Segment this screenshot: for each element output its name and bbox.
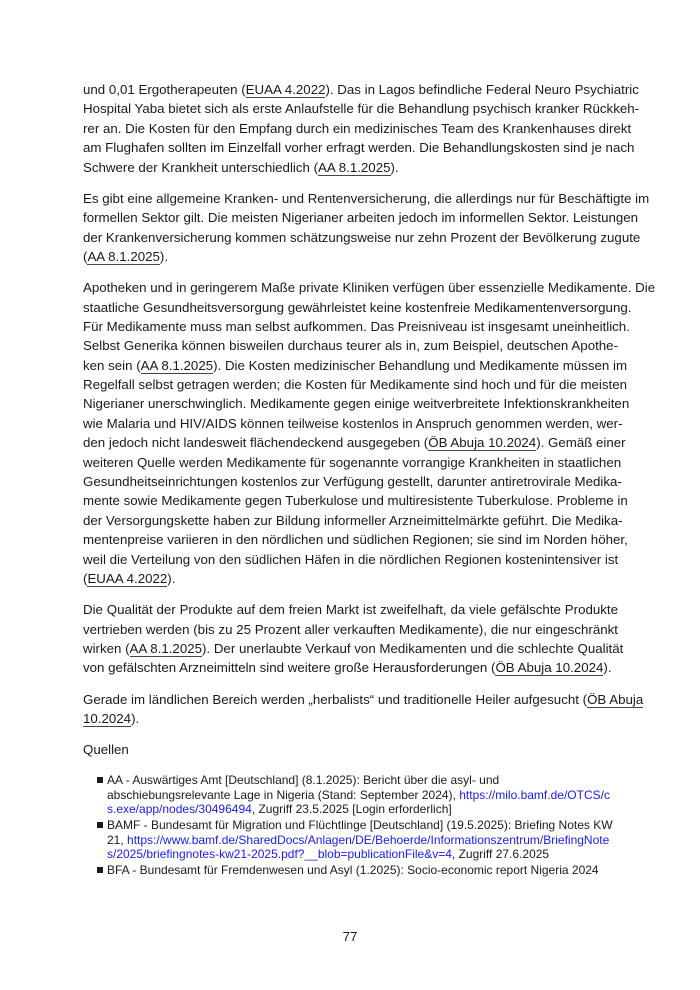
text-segment: ). Die Kosten medizinischer Behandlung und Medikamente müssen im xyxy=(213,357,628,373)
paragraph xyxy=(83,278,656,588)
text-segment: weiteren Quelle werden Medikamente für sogenannte vorrangige Krankheiten in staatlichen xyxy=(83,454,622,470)
text-line xyxy=(83,620,618,639)
text-segment: ). Der unerlaubte Verkauf von Medikamenten und die schlechte Qualität xyxy=(202,640,624,656)
source-item xyxy=(97,863,618,877)
citation-link[interactable]: ÖB Abuja 10.2024 xyxy=(428,435,537,451)
source-access-note: , Zugriff 23.5.2025 [Login erforderlich] xyxy=(251,802,452,817)
text-line xyxy=(83,491,628,510)
text-line xyxy=(83,414,623,433)
citation-link[interactable]: EUAA 4.2022 xyxy=(245,82,326,97)
text-segment: Gesundheitseinrichtungen kostenlos zur Verfügung gestellt, darunter antiretrovirale Medika- xyxy=(83,474,622,490)
text-line xyxy=(83,658,618,677)
text-segment: Hospital Yaba bietet sich als erste Anlaufstelle für die Behandlung psychisch kranker Rückkeh- xyxy=(83,101,640,117)
text-line xyxy=(83,472,622,491)
text-segment: Für Medikamente muss man selbst aufkommen. Das Preisniveau ist insgesamt uneinheitlich. xyxy=(83,318,630,334)
source-item xyxy=(97,773,618,816)
text-segment: formellen Sektor gilt. Die meisten Nigerianer arbeiten jedoch im informellen Sektor. Leistungen xyxy=(83,210,639,226)
text-line xyxy=(83,356,628,375)
text-line xyxy=(83,569,618,588)
paragraph xyxy=(83,600,624,678)
citation-link[interactable]: AA 8.1.2025 xyxy=(87,248,160,264)
text-line xyxy=(83,394,630,413)
bullet-icon xyxy=(97,822,103,828)
text-segment: und 0,01 Ergotherapeuten ( xyxy=(83,82,246,97)
text-line xyxy=(83,278,656,297)
paragraph xyxy=(83,80,640,177)
text-segment: ). xyxy=(390,159,399,175)
citation-link[interactable]: ÖB Abuja xyxy=(587,691,644,707)
text-segment: ). xyxy=(159,248,169,264)
text-segment: Regelfall selbst getragen werden; die Kosten für Medikamente sind hoch und für die meisten xyxy=(83,377,628,393)
citation-link[interactable]: AA 8.1.2025 xyxy=(318,159,391,175)
text-line xyxy=(83,530,628,549)
source-access-note: , Zugriff 27.6.2025 xyxy=(451,846,550,861)
text-line xyxy=(83,550,618,569)
source-text: AA - Auswärtiges Amt [Deutschland] (8.1.2025): Bericht über die asyl- und abschiebungsrelevante Lage in Nigeria (Stand: September 2024), xyxy=(107,773,500,802)
text-line xyxy=(83,158,618,177)
source-item xyxy=(97,818,618,861)
text-segment: mente sowie Medikamente gegen Tuberkulose und multiresistente Tuberkulose. Probleme in xyxy=(83,493,628,509)
document-body xyxy=(83,80,656,879)
text-segment: von gefälschten Arzneimitteln sind weitere große Herausforderungen ( xyxy=(83,660,496,676)
text-line xyxy=(83,138,635,157)
text-line xyxy=(83,709,618,728)
page-number: 77 xyxy=(342,929,358,944)
text-segment: am Flughafen sollten im Einzelfall vorher erfragt werden. Die Behandlungskosten sind je nach xyxy=(83,140,635,156)
text-segment: der Versorgungskette haben zur Bildung informeller Arzneimittelmärkte geführt. Die Medika- xyxy=(83,512,623,528)
sources-heading: Quellen xyxy=(83,742,129,758)
citation-link[interactable]: 10.2024 xyxy=(83,710,132,726)
text-segment: Es gibt eine allgemeine Kranken- und Rentenversicherung, die allerdings nur für Beschäftigte im xyxy=(83,190,650,206)
text-line xyxy=(83,639,624,658)
source-text: BAMF - Bundesamt für Migration und Flüchtlinge [Deutschland] (19.5.2025): Briefing Notes KW 21, xyxy=(107,818,613,847)
paragraphs xyxy=(83,80,656,728)
text-segment: ken sein ( xyxy=(83,357,141,373)
citation-link[interactable]: AA 8.1.2025 xyxy=(129,640,203,656)
source-text: BFA - Bundesamt für Fremdenwesen und Asyl (1.2025): Socio-economic report Nigeria 2024 xyxy=(107,862,599,877)
text-segment: Die Qualität der Produkte auf dem freien Markt ist zweifelhaft, da viele gefälschte Produkte xyxy=(83,602,618,618)
text-segment: Selbst Generika können bisweilen durchaus teurer als in, zum Beispiel, deutschen Apothe- xyxy=(83,338,618,354)
text-line xyxy=(83,336,618,355)
text-segment: staatliche Gesundheitsversorgung gewährleistet keine kostenfreie Medikamentenversorgung. xyxy=(83,299,632,315)
source-link[interactable]: https://milo.bamf.de/OTCS/cs.exe/app/nodes/30496494 xyxy=(107,787,610,817)
text-segment: Gerade im ländlichen Bereich werden „herbalists“ und traditionelle Heiler aufgesucht ( xyxy=(83,691,588,707)
text-line xyxy=(83,511,623,530)
text-segment: Nigerianer unerschwinglich. Medikamente gegen einige weitverbreitete Infektionskrankheiten xyxy=(83,396,630,412)
text-line xyxy=(83,119,632,138)
citation-link[interactable]: ÖB Abuja 10.2024 xyxy=(495,660,604,676)
text-line xyxy=(83,433,626,452)
citation-link[interactable]: AA 8.1.2025 xyxy=(140,357,214,373)
paragraph xyxy=(83,690,644,729)
text-line xyxy=(83,298,632,317)
text-segment: rer an. Die Kosten für den Empfang durch ein medizinisches Team des Krankenhauses direkt xyxy=(83,120,632,136)
text-segment: wie Malaria und HIV/AIDS können teilweise kostenlos in Anspruch genommen werden, wer- xyxy=(83,415,623,431)
text-line xyxy=(83,247,618,266)
text-segment: wirken ( xyxy=(83,640,130,656)
paragraph xyxy=(83,189,650,267)
text-line xyxy=(83,600,618,619)
citation-link[interactable]: EUAA 4.2022 xyxy=(87,570,168,586)
text-line xyxy=(83,80,639,99)
text-line xyxy=(83,690,644,709)
text-segment: Apotheken und in geringerem Maße private Kliniken verfügen über essenzielle Medikamente. Die xyxy=(83,280,656,296)
text-segment: mentenpreise variieren in den nördlichen und südlichen Regionen; sie sind im Norden höher, xyxy=(83,532,628,548)
text-line xyxy=(83,208,639,227)
text-segment: ( xyxy=(83,248,88,264)
text-segment: der Krankenversicherung kommen schätzungsweise nur zehn Prozent der Bevölkerung zugute xyxy=(83,229,641,245)
bullet-icon xyxy=(97,777,103,783)
text-line xyxy=(83,228,641,247)
text-line xyxy=(83,189,650,208)
text-line xyxy=(83,99,640,118)
text-segment: den jedoch nicht landesweit flächendeckend ausgegeben ( xyxy=(83,435,429,451)
bullet-icon xyxy=(97,867,103,873)
text-segment: vertrieben werden (bis zu 25 Prozent aller verkauften Medikamente), die nur eingeschränkt xyxy=(83,621,618,637)
text-line xyxy=(83,453,622,472)
text-segment: ). xyxy=(131,710,140,726)
text-segment: ). Gemäß einer xyxy=(536,435,626,451)
text-segment: ). xyxy=(603,660,612,676)
text-segment: weil die Verteilung von den südlichen Häfen in die nördlichen Regionen kostenintensiver ist xyxy=(83,551,619,567)
text-line xyxy=(83,317,630,336)
sources-list xyxy=(83,773,618,877)
text-segment: ( xyxy=(83,570,88,586)
source-link[interactable]: https://www.bamf.de/SharedDocs/Anlagen/DE/Behoerde/Informationszentrum/BriefingNotes/2025/briefingnotes-kw21-2025.pdf?__blob=publicationFile&v=4 xyxy=(107,832,610,861)
text-segment: Schwere der Krankheit unterschiedlich ( xyxy=(83,159,319,175)
text-segment: ). Das in Lagos befindliche Federal Neuro Psychiatric xyxy=(325,82,639,97)
text-segment: ). xyxy=(167,570,176,586)
text-line xyxy=(83,375,628,394)
